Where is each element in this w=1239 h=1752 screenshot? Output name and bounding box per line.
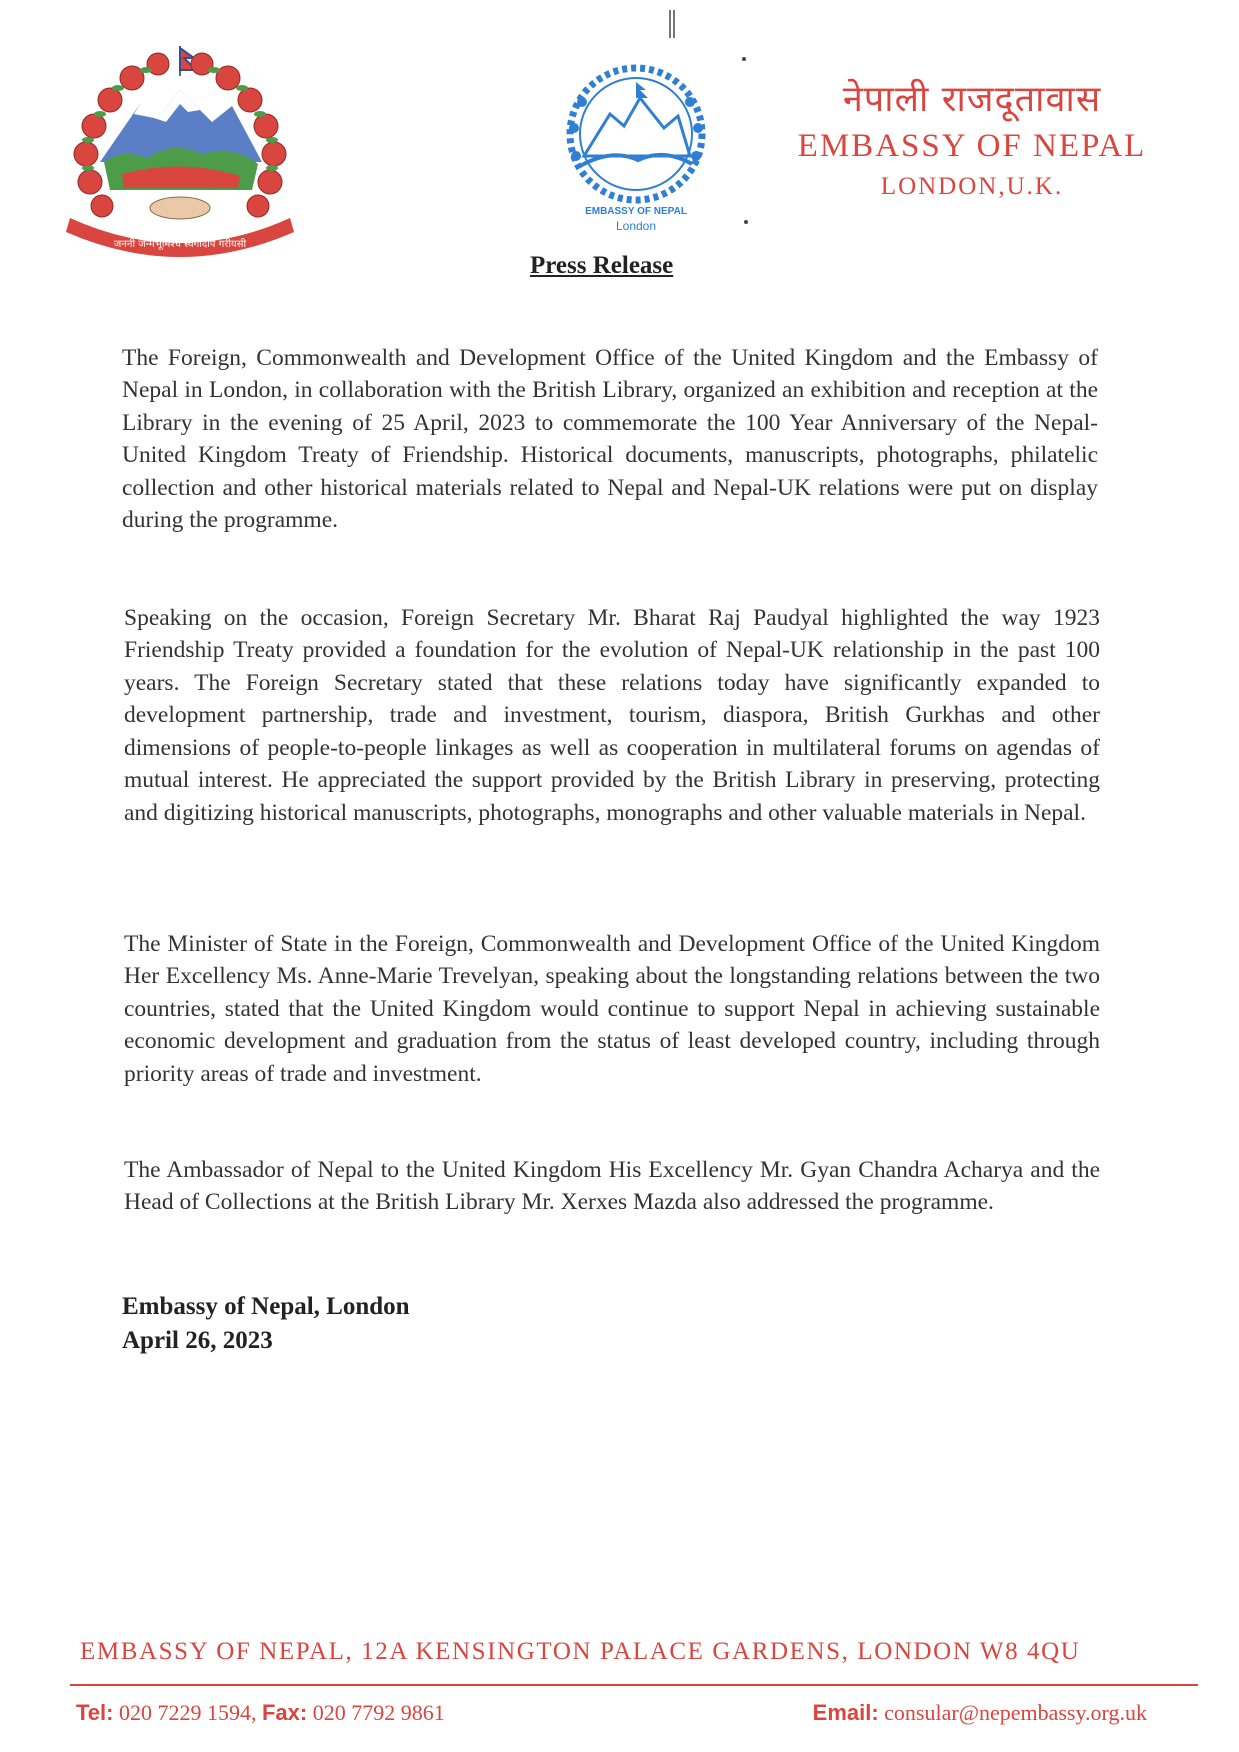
nepal-coat-of-arms-emblem xyxy=(62,42,298,268)
email-label: Email: xyxy=(812,1700,879,1725)
tel-label: Tel: xyxy=(76,1700,114,1725)
letterhead xyxy=(752,78,1192,204)
footer-divider xyxy=(70,1684,1198,1686)
letterhead-city: LONDON,U.K. xyxy=(880,173,1064,200)
signature-block xyxy=(122,1290,410,1358)
svg-text:London: London xyxy=(615,219,657,233)
body-paragraph: The Minister of State in the Foreign, Commonwealth and Development Office of the United Kingdom Her Excellency Ms. Anne-Marie Trevelyan, speaking about the longstanding relations between the two countries, stated that the United Kingdom would continue to support Nepal in achieving sustainable economic development and graduation from the status of least developed country, including through priority areas of trade and investment. xyxy=(124,930,1100,1087)
fax-label: Fax: xyxy=(261,1700,308,1725)
document-title: Press Release xyxy=(530,252,674,279)
footer-email xyxy=(813,1700,1147,1726)
fax-number: 020 7792 9861 xyxy=(312,1700,445,1725)
scan-speck xyxy=(744,220,748,224)
email-address: consular@nepembassy.org.uk xyxy=(884,1700,1147,1725)
footer-address: EMBASSY OF NEPAL, 12A KENSINGTON PALACE GARDENS, LONDON W8 4QU xyxy=(80,1638,1081,1665)
letterhead-embassy-name: EMBASSY OF NEPAL xyxy=(797,128,1147,164)
svg-text:EMBASSY OF NEPAL: EMBASSY OF NEPAL xyxy=(585,206,687,217)
document-date: April 26, 2023 xyxy=(122,1327,273,1354)
body-paragraph: Speaking on the occasion, Foreign Secretary Mr. Bharat Raj Paudyal highlighted the way 1923 Friendship Treaty provided a foundation for the evolution of Nepal-UK relationship in the past 100 years. The Foreign Secretary stated that these relations today have significantly expanded to development partnership, trade and investment, tourism, diaspora, British Gurkhas and other dimensions of people-to-people linkages as well as cooperation in multilateral forums on agendas of mutual interest. He appreciated the support provided by the British Library in preserving, protecting and digitizing historical manuscripts, photographs, monographs and other valuable materials in Nepal. xyxy=(124,604,1100,826)
body-paragraph: The Foreign, Commonwealth and Development Office of the United Kingdom and the Embassy of Nepal in London, in collaboration with the British Library, organized an exhibition and reception at the Library in the evening of 25 April, 2023 to commemorate the 100 Year Anniversary of the Nepal-United Kingdom Treaty of Friendship. Historical documents, manuscripts, photographs, philatelic collection and other historical materials related to Nepal and Nepal-UK relations were put on display during the programme. xyxy=(122,344,1098,533)
body-paragraph: The Ambassador of Nepal to the United Kingdom His Excellency Mr. Gyan Chandra Acharya and the Head of Collections at the British Library Mr. Xerxes Mazda also addressed the programme. xyxy=(124,1156,1100,1215)
embassy-seal-stamp xyxy=(552,52,724,248)
staple-mark xyxy=(668,10,676,38)
svg-text:जननी जन्मभूमिश्च स्वर्गादपि गर: जननी जन्मभूमिश्च स्वर्गादपि गरीयसी xyxy=(113,239,247,250)
signature-line: Embassy of Nepal, London xyxy=(122,1293,410,1320)
letterhead-nepali-name: नेपाली राजदूतावास xyxy=(842,79,1102,120)
footer-phone-fax xyxy=(76,1700,445,1726)
tel-number: 020 7229 1594, xyxy=(118,1700,257,1725)
scan-speck xyxy=(742,57,746,61)
